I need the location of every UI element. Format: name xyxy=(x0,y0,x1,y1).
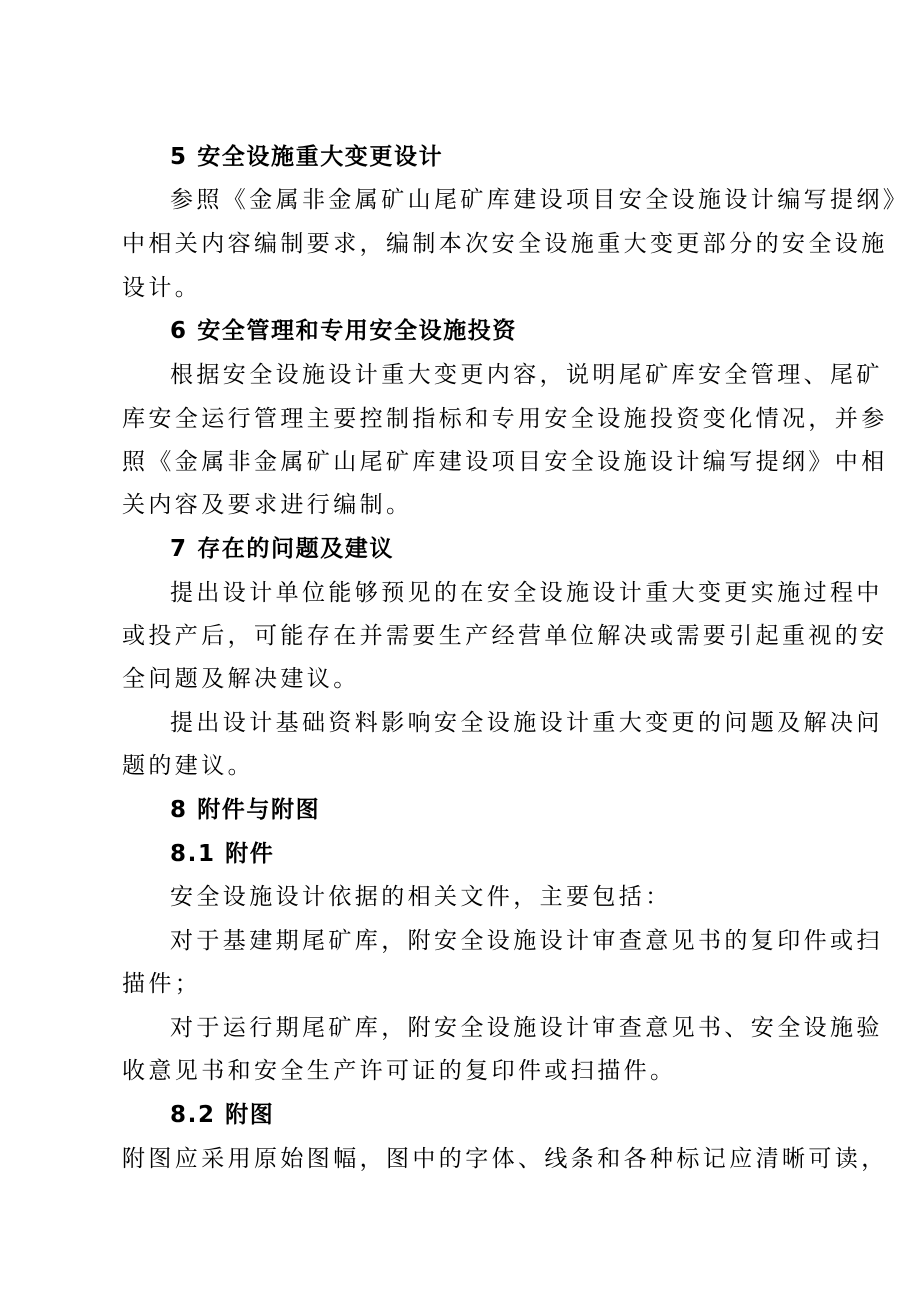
section-5-heading: 5 安全设施重大变更设计 xyxy=(170,144,444,170)
section-6-para-line: 库安全运行管理主要控制指标和专用安全设施投资变化情况，并参 xyxy=(122,406,888,432)
section-8-heading: 8 附件与附图 xyxy=(170,797,321,823)
section-8-1-para-line: 安全设施设计依据的相关文件，主要包括： xyxy=(170,884,672,910)
section-8-1-para-line: 收意见书和安全生产许可证的复印件或扫描件。 xyxy=(122,1058,677,1084)
section-7-para-line: 提出设计基础资料影响安全设施设计重大变更的问题及解决问 xyxy=(170,710,883,736)
section-6-para-line: 照《金属非金属矿山尾矿库建设项目安全设施设计编写提纲》中相 xyxy=(122,449,888,475)
section-7-para-line: 题的建议。 xyxy=(122,753,254,779)
section-6-heading: 6 安全管理和专用安全设施投资 xyxy=(170,318,518,344)
section-8-1-para-line: 描件； xyxy=(122,971,202,997)
section-6-para-line: 关内容及要求进行编制。 xyxy=(122,492,413,518)
section-7-para-line: 全问题及解决建议。 xyxy=(122,666,360,692)
section-5-para-line: 设计。 xyxy=(122,275,202,301)
section-6-para-line: 根据安全设施设计重大变更内容，说明尾矿库安全管理、尾矿 xyxy=(170,362,883,388)
section-8-1-para-line: 对于运行期尾矿库，附安全设施设计审查意见书、安全设施验 xyxy=(170,1015,883,1041)
section-8-1-heading: 8.1 附件 xyxy=(170,841,275,867)
section-7-heading: 7 存在的问题及建议 xyxy=(170,536,395,562)
section-8-1-para-line: 对于基建期尾矿库，附安全设施设计审查意见书的复印件或扫 xyxy=(170,928,883,954)
section-8-2-para-line: 附图应采用原始图幅，图中的字体、线条和各种标记应清晰可读， xyxy=(122,1146,888,1172)
section-5-para-line: 中相关内容编制要求，编制本次安全设施重大变更部分的安全设施 xyxy=(122,231,888,257)
section-8-2-heading: 8.2 附图 xyxy=(170,1102,275,1128)
section-7-para-line: 或投产后，可能存在并需要生产经营单位解决或需要引起重视的安 xyxy=(122,623,888,649)
section-7-para-line: 提出设计单位能够预见的在安全设施设计重大变更实施过程中 xyxy=(170,580,883,606)
section-5-para-line: 参照《金属非金属矿山尾矿库建设项目安全设施设计编写提纲》 xyxy=(170,187,910,213)
